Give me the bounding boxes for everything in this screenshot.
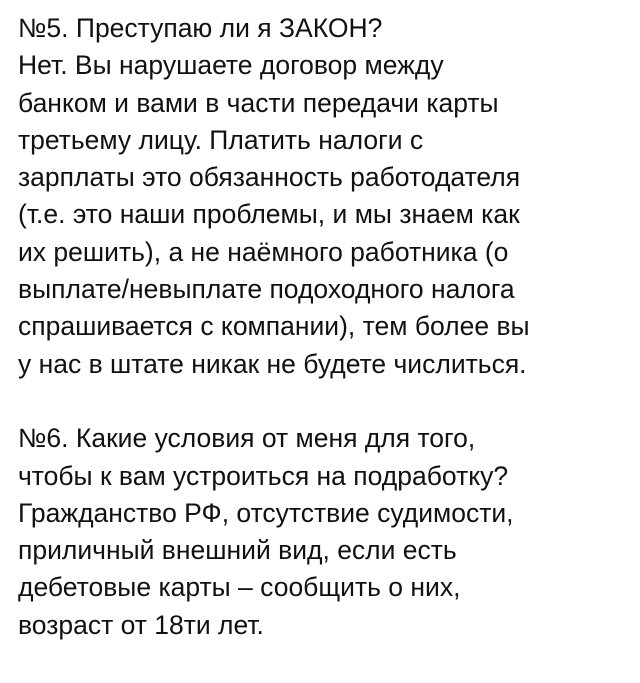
text-line: Гражданство РФ, отсутствие судимости,	[18, 497, 514, 528]
text-line: выплате/невыплате подоходного налога	[18, 274, 515, 305]
document-body	[18, 10, 630, 644]
text-line: банком и вами в части передачи карты	[18, 87, 499, 118]
text-line: их решить), а не наёмного работника (о	[18, 236, 509, 267]
text-line: дебетовые карты – сообщить о них,	[18, 572, 461, 603]
text-line: приличный внешний вид, если есть	[18, 535, 457, 566]
text-line: спрашивается с компании), тем более вы	[18, 311, 530, 342]
section-heading-6: №6. Какие условия от меня для того,	[18, 423, 476, 454]
text-line: у нас в штате никак не будете числиться.	[18, 348, 527, 379]
text-line: Нет. Вы нарушаете договор между	[18, 50, 444, 81]
section-heading-5: №5. Преступаю ли я ЗАКОН?	[18, 13, 383, 43]
text-line: зарплаты это обязанность работодателя	[18, 162, 521, 193]
text-line: (т.е. это наши проблемы, и мы знаем как	[18, 199, 520, 230]
section-item-6	[18, 420, 630, 644]
text-line: третьему лицу. Платить налоги с	[18, 124, 424, 155]
section-item-5	[18, 10, 630, 383]
text-line: возраст от 18ти лет.	[18, 609, 264, 640]
paragraph-spacer	[18, 383, 630, 420]
text-line: чтобы к вам устроиться на подработку?	[18, 460, 509, 491]
